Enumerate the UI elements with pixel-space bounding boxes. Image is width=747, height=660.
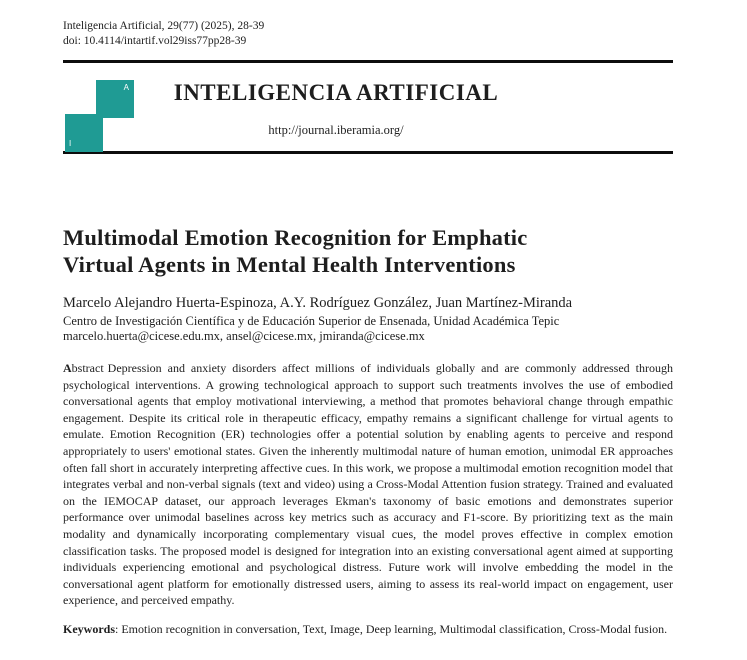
keywords-label: Keywords — [63, 621, 115, 636]
logo-square-bottom — [65, 114, 103, 152]
journal-title: INTELIGENCIA ARTIFICIAL — [173, 80, 499, 105]
keywords-paragraph — [63, 621, 673, 638]
logo-square-top — [96, 80, 134, 118]
journal-url-link[interactable]: http://journal.iberamia.org/ — [268, 123, 404, 137]
page-content — [63, 0, 673, 650]
logo-letter-i: I — [69, 139, 72, 148]
abstract-paragraph — [63, 360, 673, 609]
journal-logo — [63, 63, 143, 151]
paper-title: Multimodal Emotion Recognition for Emphatic Virtual Agents in Mental Health Interventions — [63, 225, 528, 277]
masthead-center — [63, 63, 609, 138]
abstract-label-initial: A — [63, 361, 72, 375]
logo-letter-a: A — [123, 83, 129, 92]
journal-doi: doi: 10.4114/intartif.vol29iss77pp28-39 — [63, 35, 247, 47]
journal-reference-block — [63, 0, 673, 49]
keywords-text: : Emotion recognition in conversation, Text, Image, Deep learning, Multimodal classification, Cross-Modal fusion. — [115, 621, 668, 636]
bottom-rule — [63, 151, 673, 154]
abstract-text: Depression and anxiety disorders affect millions of individuals globally and are commonly addressed through psychological interventions. A growing technological approach to support such treatments involves the use of embodied conversational agents that employ motivational interviewing, a method that promotes behavioral change through empathic engagement. Despite its critical role in therapeutic efficacy, empathy remains a significant challenge for virtual agents to emulate. Emotion Recognition (ER) technologies offer a potential solution by enabling agents to perceive and respond appropriately to users' emotional states. Given the inherently multimodal nature of human emotion, unimodal ER approaches often fall short in accurately interpreting affective cues. In this work, we propose a multimodal emotion recognition model that integrates verbal and non-verbal signals (text and video) using a Cross-Modal Attention fusion strategy. Trained and evaluated on the IEMOCAP dataset, our approach leverages Ekman's taxonomy of basic emotions and demonstrates superior performance over unimodal baselines across key metrics such as accuracy and F1-score. By prioritizing text as the main modality and dynamically incorporating complementary visual cues, the model proves effective in complex emotion classification tasks. The proposed model is designed for integration into an existing conversational agent aimed at supporting individuals experiencing emotional and psychological distress. Future work will involve embedding the model in the conversational agent platform for emotionally distressed users, aiming to assess its real-world impact on engagement, user experience, and perceived empathy. — [63, 361, 673, 608]
affiliation-line: Centro de Investigación Científica y de Educación Superior de Ensenada, Unidad Académica Tepic — [63, 314, 560, 328]
abstract-label-rest: bstract — [71, 361, 104, 375]
journal-citation: Inteligencia Artificial, 29(77) (2025), 28-39 — [63, 20, 265, 32]
authors-line: Marcelo Alejandro Huerta-Espinoza, A.Y. Rodríguez González, Juan Martínez-Miranda — [63, 295, 573, 311]
journal-masthead — [63, 63, 673, 151]
emails-line: marcelo.huerta@cicese.edu.mx, ansel@cicese.mx, jmiranda@cicese.mx — [63, 329, 425, 343]
